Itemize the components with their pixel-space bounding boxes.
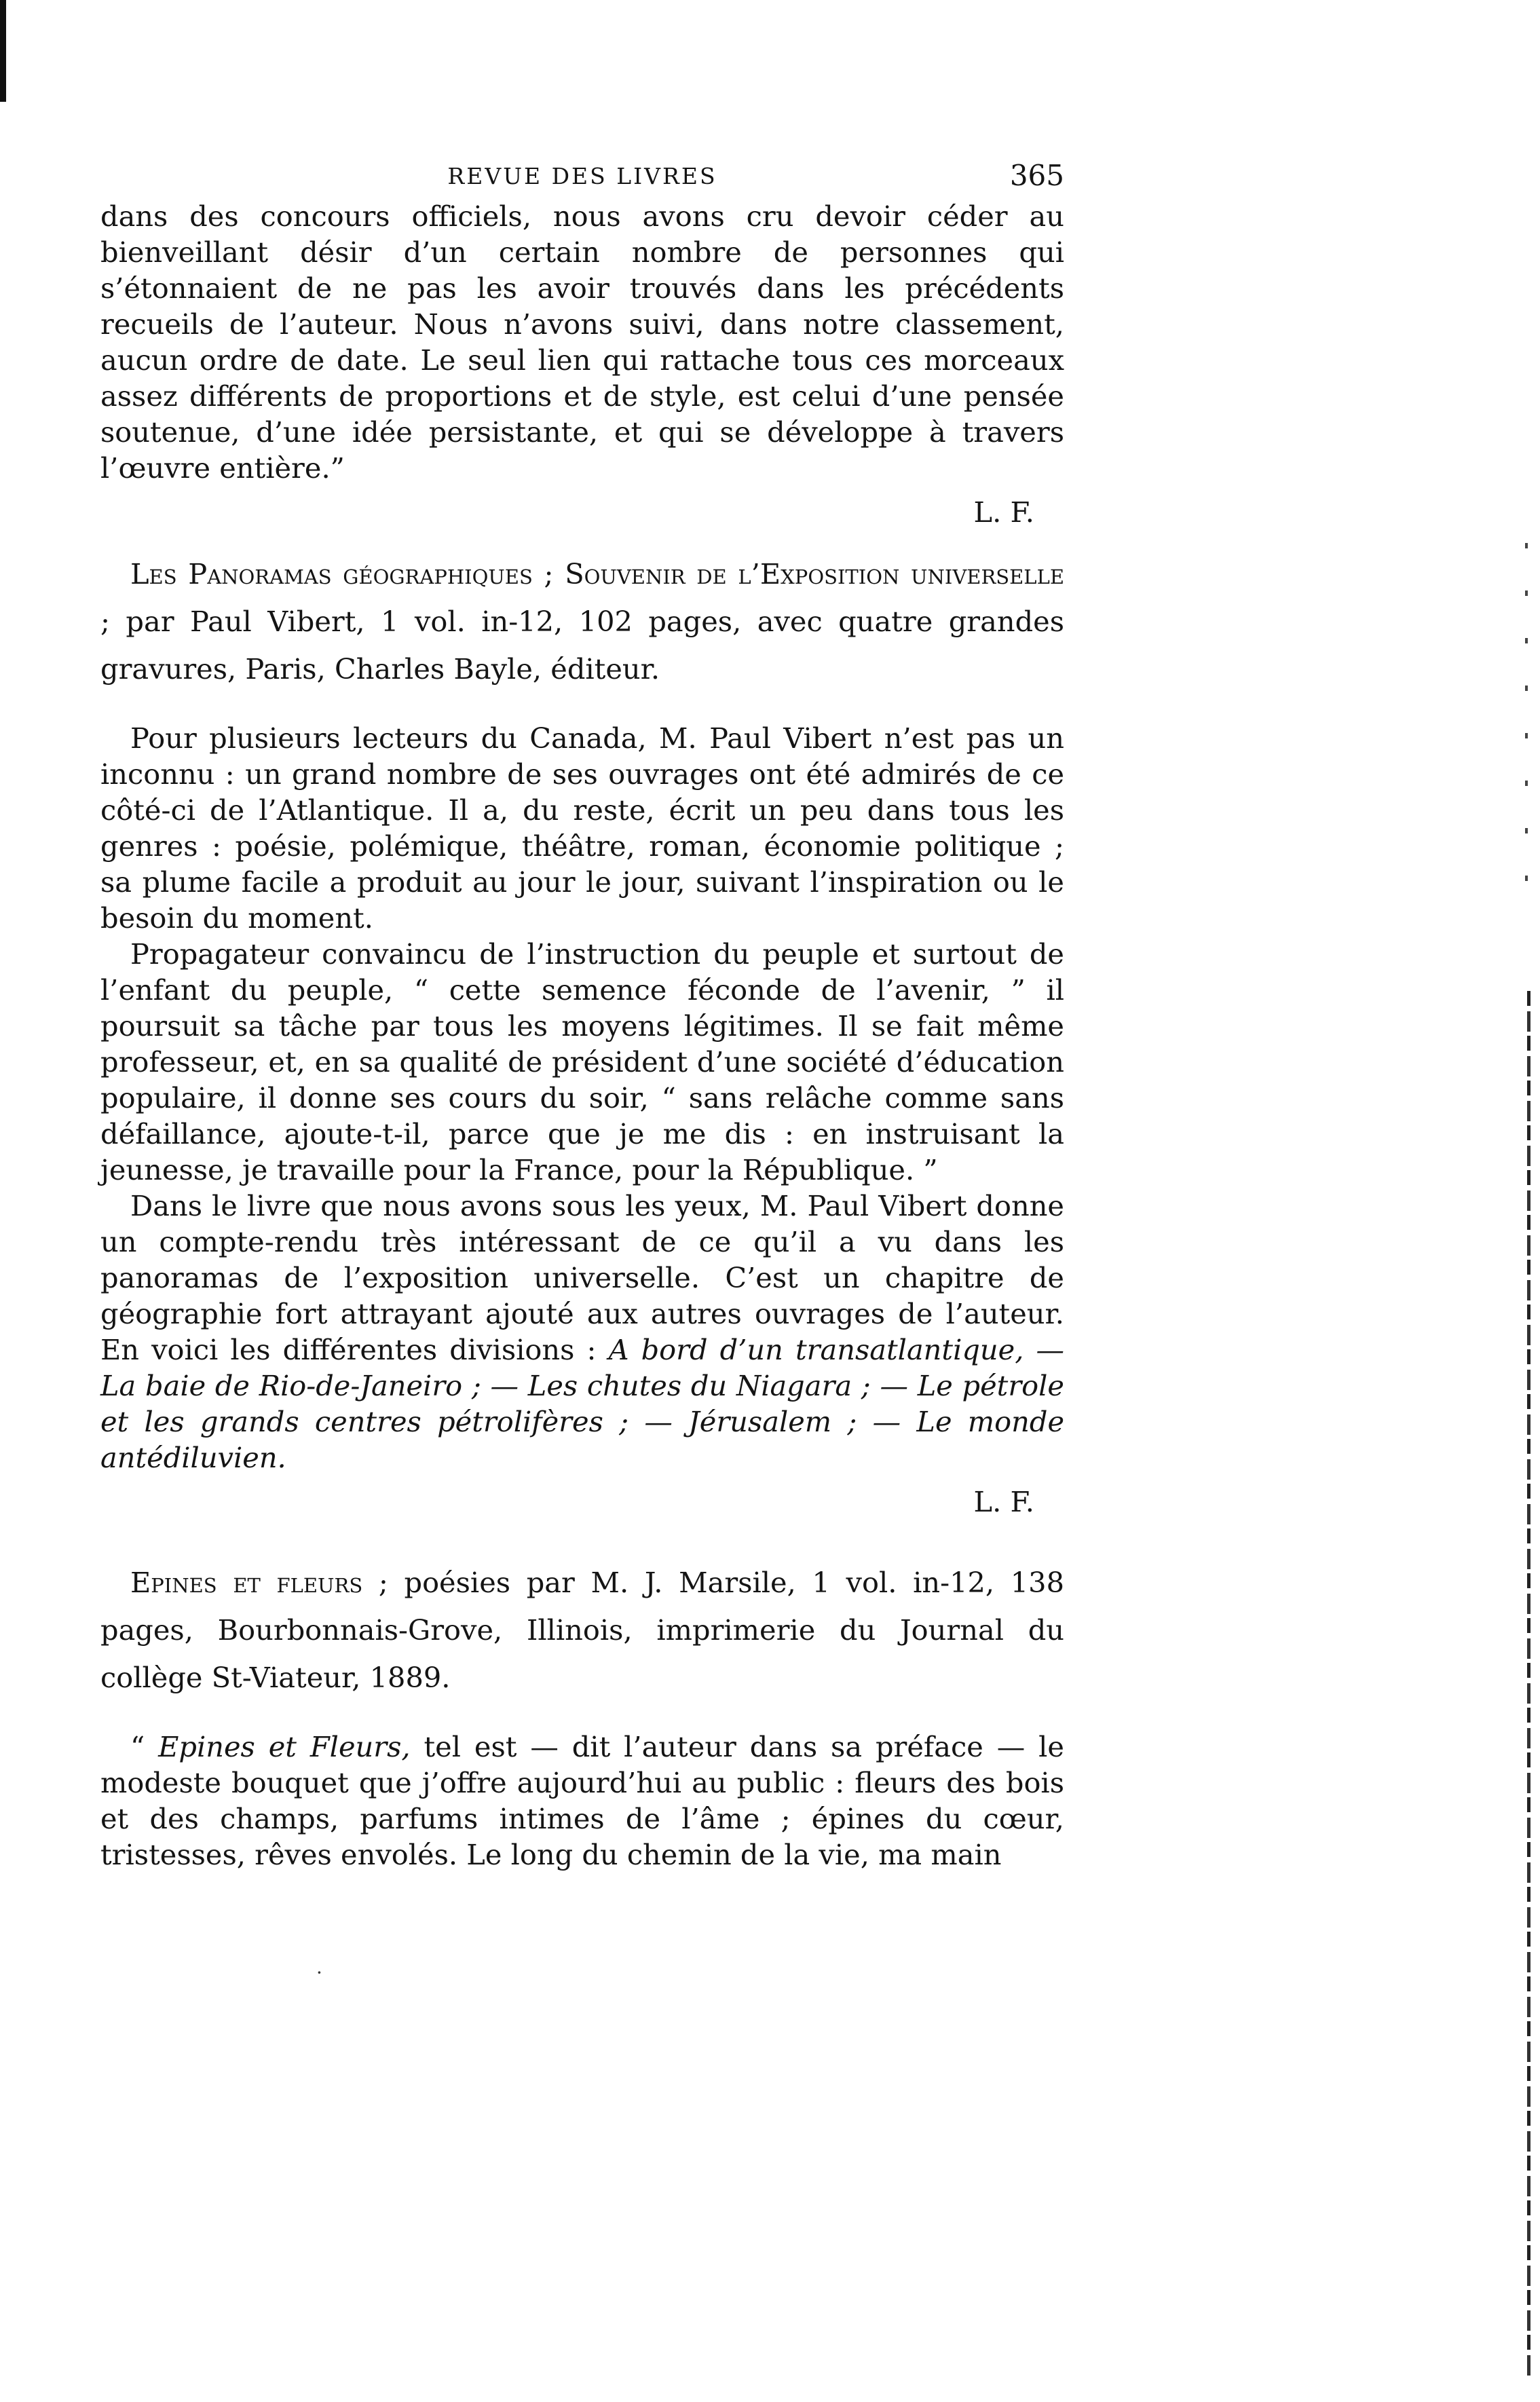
chapter-list: A bord d’un transatlantique, — La baie de Rio-de-Janeiro ; — Les chutes du Niagara ; — Le pétrole et les grands centres pétrolifères ; — Jérusalem ; — Le monde antédiluvien. xyxy=(100,1333,1064,1474)
paragraph-text: tel est — dit l’auteur dans sa préface — le modeste bouquet que j’offre aujourd’hui au public : fleurs des bois et des champs, parfums intimes de l’âme ; épines du cœur, tristesses, rêves envolés. Le long du chemin de la vie, ma main xyxy=(100,1730,1064,1871)
spacer xyxy=(100,693,1064,720)
running-head xyxy=(100,151,1064,198)
paragraph-continuation: dans des concours officiels, nous avons cru devoir céder au bienveillant désir d’un certain nombre de personnes qui s’étonnaient de ne pas les avoir trouvés dans les précédents recueils de l’auteur. Nous n’avons suivi, dans notre classement, aucun ordre de date. Le seul lien qui rattache tous ces morceaux assez différents de proportions et de style, est celui d’une pensée soutenue, d’une idée persistante, et qui se développe à travers l’œuvre entière.” xyxy=(100,200,1064,485)
quote-mark: “ xyxy=(130,1730,159,1763)
signature-initials: L. F. xyxy=(973,1485,1034,1518)
page-edge-right-top xyxy=(1525,543,1528,896)
paragraph: Pour plusieurs lecteurs du Canada, M. Paul Vibert n’est pas un inconnu : un grand nombre de ses ouvrages ont été admirés de ce côté-ci de l’Atlantique. Il a, du reste, écrit un peu dans tous les genres : poésie, polémique, théâtre, roman, économie politique ; sa plume facile a produit au jour le jour, suivant l’inspiration ou le besoin du moment. xyxy=(100,721,1064,935)
signature-initials: L. F. xyxy=(973,495,1034,529)
review-heading-epines xyxy=(100,1559,1064,1702)
running-title: REVUE DES LIVRES xyxy=(447,163,717,189)
paragraph-text: Dans le livre que nous avons sous les yeux, M. Paul Vibert donne un compte-rendu très intéressant de ce qu’il a vu dans les panoramas de l’exposition universelle. C’est un chapitre de géographie fort attrayant ajouté aux autres ouvrages de l’auteur. En voici les différentes divisions : xyxy=(100,1189,1064,1366)
book-title: Les Panoramas géographiques ; Souvenir de l’Exposition universelle xyxy=(130,557,1064,590)
review-heading-panoramas xyxy=(100,550,1064,693)
paragraph xyxy=(100,1188,1064,1476)
spacer xyxy=(100,1702,1064,1729)
page-number: 365 xyxy=(1009,159,1064,192)
book-title: Epines et fleurs xyxy=(130,1566,363,1599)
book-details: ; par Paul Vibert, 1 vol. in-12, 102 pages, avec quatre grandes gravures, Paris, Charles Bayle, éditeur. xyxy=(100,605,1064,686)
paragraph: Propagateur convaincu de l’instruction du peuple et surtout de l’enfant du peuple, “ cette semence féconde de l’avenir, ” il poursuit sa tâche par tous les moyens légitimes. Il se fait même professeur, et, en sa qualité de président d’une société d’éducation populaire, il donne ses cours du soir, “ sans relâche comme sans défaillance, ajoute-t-il, parce que je me dis : en instruisant la jeunesse, je travaille pour la France, pour la République. ” xyxy=(100,937,1064,1186)
text-column xyxy=(100,151,1064,1873)
book-title-inline: Epines et Fleurs, xyxy=(158,1730,411,1763)
page-edge-left xyxy=(0,0,6,102)
spacer xyxy=(100,1520,1064,1559)
paragraph xyxy=(100,1729,1064,1873)
ink-speck: · xyxy=(316,1962,322,1984)
page-edge-right xyxy=(1527,991,1530,2376)
book-details: ; poésies par M. J. Marsile, 1 vol. in-12, 138 pages, Bourbonnais-Grove, Illinois, imprimerie du Journal du collège St-Viateur, 1889. xyxy=(100,1566,1064,1694)
spacer xyxy=(100,530,1064,550)
